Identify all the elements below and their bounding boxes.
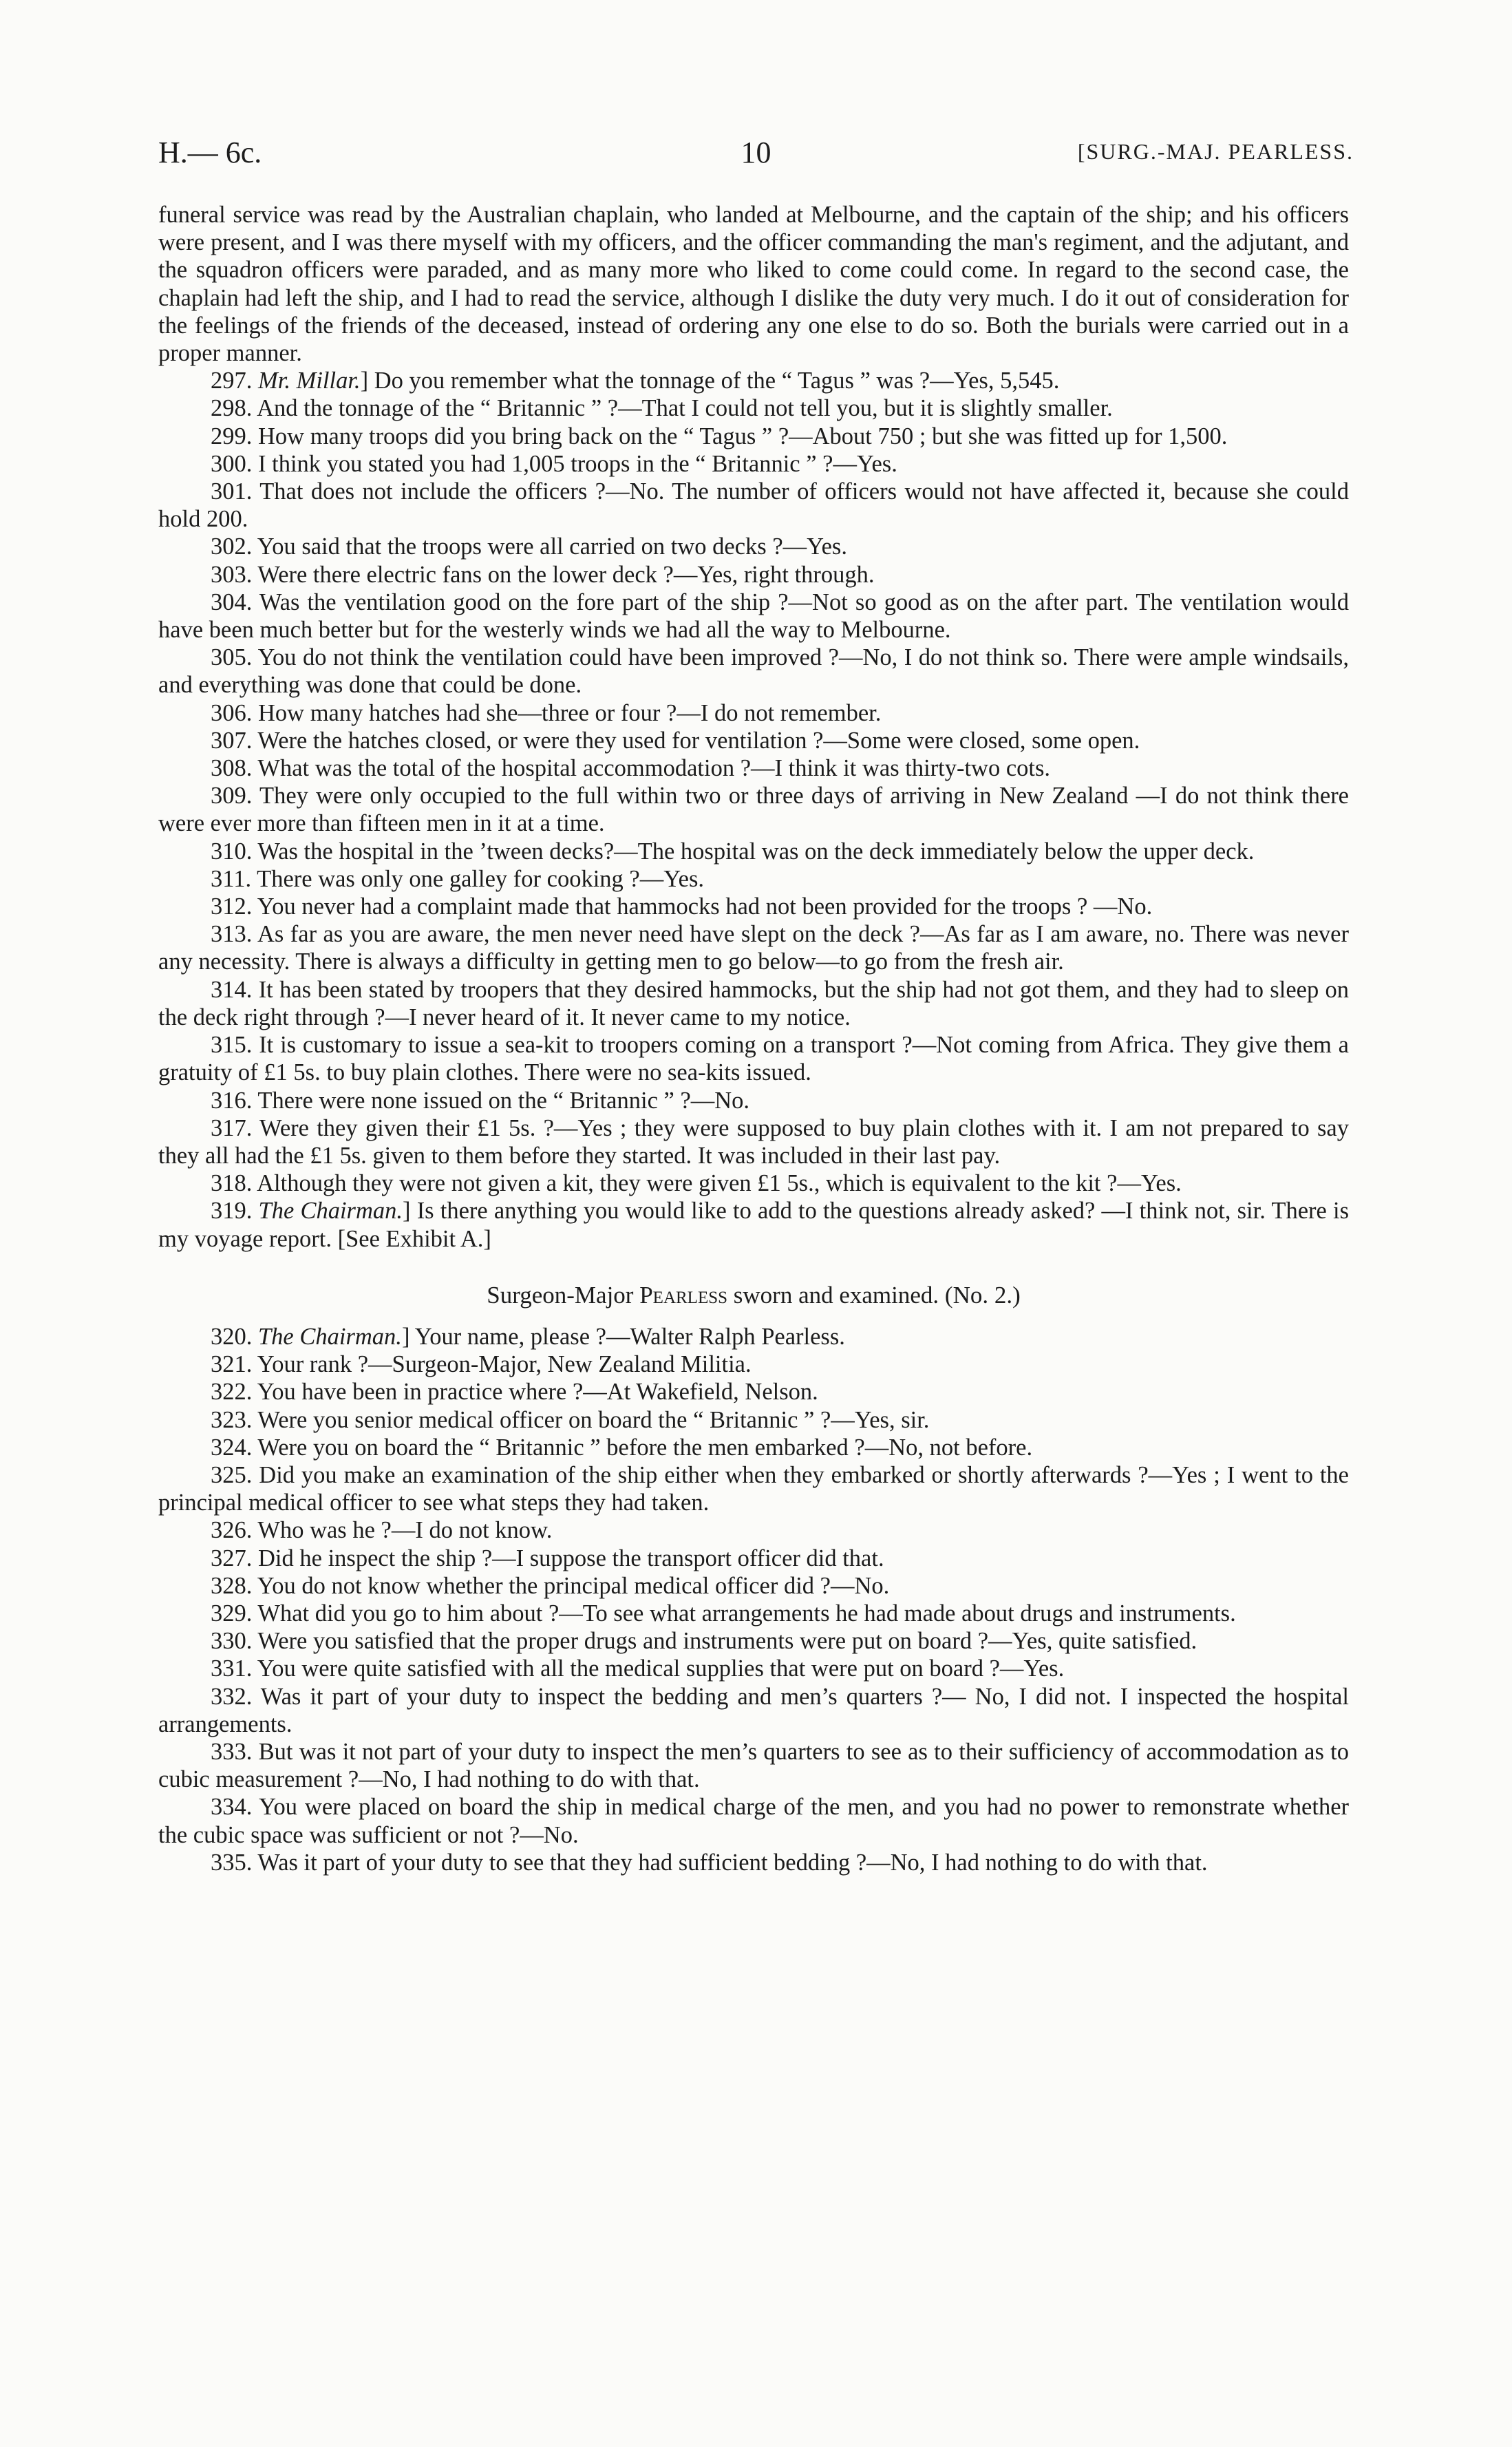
question-number: 304. xyxy=(211,589,253,615)
question-paragraph xyxy=(158,1545,1349,1572)
question-text: You never had a complaint made that hammocks had not been provided for the troops ? —No. xyxy=(257,893,1153,920)
intro-paragraph: funeral service was read by the Australian chaplain, who landed at Melbourne, and the captain of the ship; and his officers were present, and I was there myself with my officers, and the officer commanding the man's regiment, and the adjutant, and the squadron officers were paraded, and as many more who liked to come could come. In regard to the second case, the chaplain had left the ship, and I had to read the service, although I dislike the duty very much. I do it out of consideration for the feelings of the friends of the deceased, instead of ordering any one else to do so. Both the burials were carried out in a proper manner. xyxy=(158,202,1349,367)
question-number: 316. xyxy=(211,1087,253,1114)
question-paragraph xyxy=(158,644,1349,699)
question-paragraph xyxy=(158,838,1349,865)
question-text: As far as you are aware, the men never need have slept on the deck ?—As far as I am aware, no. There was never any necessity. There is always a difficulty in getting men to go below—to go from the fresh air. xyxy=(158,921,1349,975)
question-paragraph xyxy=(158,1169,1349,1197)
question-number: 334. xyxy=(211,1794,253,1821)
question-number: 332. xyxy=(211,1683,253,1710)
question-text: There was only one galley for cooking ?—Yes. xyxy=(257,865,705,892)
question-text: And the tonnage of the “ Britannic ” ?—That I could not tell you, but it is slightly smaller. xyxy=(257,395,1113,422)
question-paragraph xyxy=(158,1849,1349,1876)
question-text: You do not know whether the principal medical officer did ?—No. xyxy=(257,1572,890,1599)
question-paragraph xyxy=(158,1350,1349,1378)
question-text: How many troops did you bring back on the “ Tagus ” ?—About 750 ; but she was fitted up for 1,500. xyxy=(258,423,1228,449)
question-paragraph xyxy=(158,1627,1349,1655)
question-text: You do not think the ventilation could have been improved ?—No, I do not think so. There were ample windsails, and everything was done that could be done. xyxy=(158,644,1349,699)
question-number: 309. xyxy=(211,783,253,809)
question-number: 333. xyxy=(211,1738,253,1765)
question-paragraph xyxy=(158,450,1349,478)
question-number: 320. xyxy=(211,1323,253,1350)
question-number: 318. xyxy=(211,1170,253,1197)
question-number: 313. xyxy=(211,921,253,948)
question-number: 321. xyxy=(211,1351,253,1378)
page-number: 10 xyxy=(741,136,771,169)
question-text: How many hatches had she—three or four ?—I do not remember. xyxy=(258,699,882,726)
question-number: 330. xyxy=(211,1628,253,1655)
question-number: 302. xyxy=(211,533,253,560)
question-number: 328. xyxy=(211,1572,253,1599)
question-text: Were there electric fans on the lower deck ?—Yes, right through. xyxy=(257,561,875,588)
question-number: 301. xyxy=(211,478,253,505)
question-text: It has been stated by troopers that they desired hammocks, but the ship had not got them, and they had to sleep on the deck right through ?—I never heard of it. It never came to my notice. xyxy=(158,976,1349,1030)
question-text: Was the hospital in the ’tween decks?—The hospital was on the deck immediately below the upper deck. xyxy=(257,838,1255,865)
question-text: Did you make an examination of the ship either when they embarked or shortly afterwards ?—Yes ; I went to the principal medical officer to see what steps they had taken. xyxy=(158,1461,1349,1516)
question-paragraph xyxy=(158,893,1349,920)
question-text: Was the ventilation good on the fore part of the ship ?—Not so good as on the after part. The ventilation would have been much better but for the westerly winds we had all the way to Melbourne. xyxy=(158,589,1349,644)
section-heading xyxy=(158,1282,1349,1309)
question-text: Were you on board the “ Britannic ” before the men embarked ?—No, not before. xyxy=(257,1434,1033,1461)
question-paragraph xyxy=(158,865,1349,893)
question-number: 315. xyxy=(211,1032,253,1059)
question-text: You were placed on board the ship in medical charge of the men, and you had no power to remonstrate whether the cubic space was sufficient or not ?—No. xyxy=(158,1794,1349,1848)
question-text: Although they were not given a kit, they were given £1 5s., which is equivalent to the kit ?—Yes. xyxy=(257,1170,1182,1197)
question-number: 324. xyxy=(211,1434,253,1461)
question-paragraph xyxy=(158,1793,1349,1848)
heading-name: Pearless xyxy=(639,1281,728,1309)
question-paragraph xyxy=(158,754,1349,782)
question-number: 331. xyxy=(211,1655,253,1682)
question-paragraph xyxy=(158,1600,1349,1627)
question-text: There were none issued on the “ Britannic ” ?—No. xyxy=(257,1087,750,1114)
question-text: It is customary to issue a sea-kit to troopers coming on a transport ?—Not coming from Africa. They give them a gratuity of £1 5s. to buy plain clothes. There were no sea-kits issued. xyxy=(158,1032,1349,1086)
question-number: 317. xyxy=(211,1114,253,1141)
question-number: 312. xyxy=(211,893,253,920)
heading-prefix: Surgeon-Major xyxy=(487,1281,634,1309)
question-text: But was it not part of your duty to inspect the men’s quarters to see as to their sufficiency of accommodation as to cubic measurement ?—No, I had nothing to do with that. xyxy=(158,1738,1349,1793)
speaker-name: Mr. Millar. xyxy=(258,368,361,394)
question-number: 314. xyxy=(211,976,253,1003)
questions-section-2 xyxy=(158,1323,1349,1876)
question-paragraph xyxy=(158,1114,1349,1169)
question-text: Is there anything you would like to add to the questions already asked? —I think not, sir. There is my voyage report. [See Exhibit A.] xyxy=(158,1198,1350,1252)
question-number: 306. xyxy=(211,699,253,726)
question-text: They were only occupied to the full within two or three days of arriving in New Zealand —I do not think there were ever more than fifteen men in it at a time. xyxy=(158,783,1349,837)
question-paragraph xyxy=(158,976,1349,1031)
question-text: Did he inspect the ship ?—I suppose the transport officer did that. xyxy=(258,1545,884,1571)
question-paragraph xyxy=(158,1655,1349,1682)
question-text: Were you satisfied that the proper drugs and instruments were put on board ?—Yes, quite satisfied. xyxy=(257,1628,1197,1655)
question-text: Who was he ?—I do not know. xyxy=(257,1517,553,1544)
question-paragraph xyxy=(158,394,1349,422)
question-number: 323. xyxy=(211,1406,253,1433)
question-text: You have been in practice where ?—At Wakefield, Nelson. xyxy=(257,1379,818,1406)
question-text: You said that the troops were all carried on two decks ?—Yes. xyxy=(257,533,847,560)
question-number: 311. xyxy=(211,865,252,892)
question-number: 335. xyxy=(211,1849,253,1876)
heading-suffix: sworn and examined. (No. 2.) xyxy=(733,1281,1021,1309)
question-text: What did you go to him about ?—To see what arrangements he had made about drugs and instruments. xyxy=(257,1600,1236,1627)
question-paragraph xyxy=(158,699,1349,727)
question-number: 300. xyxy=(211,450,253,477)
question-paragraph xyxy=(158,1378,1349,1406)
question-number: 329. xyxy=(211,1600,253,1627)
question-text: Was it part of your duty to see that they had sufficient bedding ?—No, I had nothing to do with that. xyxy=(257,1849,1208,1876)
question-paragraph xyxy=(158,1572,1349,1600)
question-paragraph xyxy=(158,1406,1349,1434)
question-number: 326. xyxy=(211,1517,253,1544)
question-text: Were you senior medical officer on board the “ Britannic ” ?—Yes, sir. xyxy=(257,1406,930,1433)
question-number: 298. xyxy=(211,395,253,422)
question-paragraph xyxy=(158,1738,1349,1793)
question-paragraph xyxy=(158,727,1349,754)
question-paragraph xyxy=(158,423,1349,450)
question-paragraph xyxy=(158,589,1349,644)
question-paragraph: 297. Mr. Millar.] Do you remember what the tonnage of the “ Tagus ” was ?—Yes, 5,545. xyxy=(211,368,1060,394)
question-number: 297. xyxy=(211,368,253,394)
question-paragraph: 319. The Chairman.] Is there anything you would like to add to the questions already asked? —I think not, sir. There is my voyage report. [See Exhibit A.] xyxy=(158,1198,1350,1252)
running-head: [SURG.-MAJ. PEARLESS. xyxy=(1077,139,1354,164)
question-number: 305. xyxy=(211,644,253,671)
question-paragraph xyxy=(158,533,1349,560)
question-paragraph xyxy=(158,1461,1349,1516)
document-reference: H.— 6c. xyxy=(158,136,262,169)
question-text: Your name, please ?—Walter Ralph Pearless. xyxy=(414,1323,845,1350)
question-text: Do you remember what the tonnage of the “ Tagus ” was ?—Yes, 5,545. xyxy=(374,368,1060,394)
question-paragraph xyxy=(158,1087,1349,1114)
question-paragraph xyxy=(158,1031,1349,1086)
question-number: 327. xyxy=(211,1545,253,1571)
page-header xyxy=(158,135,1354,176)
question-text: I think you stated you had 1,005 troops in the “ Britannic ” ?—Yes. xyxy=(258,450,897,477)
question-paragraph xyxy=(158,920,1349,975)
question-text: What was the total of the hospital accommodation ?—I think it was thirty-two cots. xyxy=(257,755,1051,782)
questions-section-1 xyxy=(158,367,1349,1253)
question-paragraph xyxy=(158,478,1349,533)
question-text: You were quite satisfied with all the medical supplies that were put on board ?—Yes. xyxy=(257,1655,1065,1682)
question-number: 303. xyxy=(211,561,253,588)
question-text: Was it part of your duty to inspect the bedding and men’s quarters ?— No, I did not. I inspected the hospital arrangements. xyxy=(158,1683,1349,1737)
question-paragraph xyxy=(158,1683,1349,1738)
question-text: Your rank ?—Surgeon-Major, New Zealand Militia. xyxy=(257,1351,752,1378)
question-number: 319. xyxy=(211,1198,253,1225)
question-text: Were they given their £1 5s. ?—Yes ; they were supposed to buy plain clothes with it. I am not prepared to say they all had the £1 5s. given to them before they started. It was included in their last pay. xyxy=(158,1114,1349,1169)
speaker-name: The Chairman. xyxy=(258,1198,403,1225)
question-number: 299. xyxy=(211,423,253,449)
question-paragraph xyxy=(158,561,1349,589)
question-paragraph xyxy=(158,1434,1349,1461)
document-body xyxy=(158,201,1349,1876)
question-number: 322. xyxy=(211,1379,253,1406)
question-paragraph xyxy=(158,782,1349,837)
question-number: 307. xyxy=(211,727,253,754)
question-number: 325. xyxy=(211,1461,253,1488)
question-number: 310. xyxy=(211,838,253,865)
question-paragraph xyxy=(158,1516,1349,1544)
speaker-name: The Chairman. xyxy=(258,1323,402,1350)
question-number: 308. xyxy=(211,755,253,782)
question-paragraph: 320. The Chairman.] Your name, please ?—Walter Ralph Pearless. xyxy=(211,1323,845,1350)
question-text: Were the hatches closed, or were they used for ventilation ?—Some were closed, some open. xyxy=(257,727,1140,754)
question-text: That does not include the officers ?—No. The number of officers would not have affected it, because she could hold 200. xyxy=(158,478,1349,533)
